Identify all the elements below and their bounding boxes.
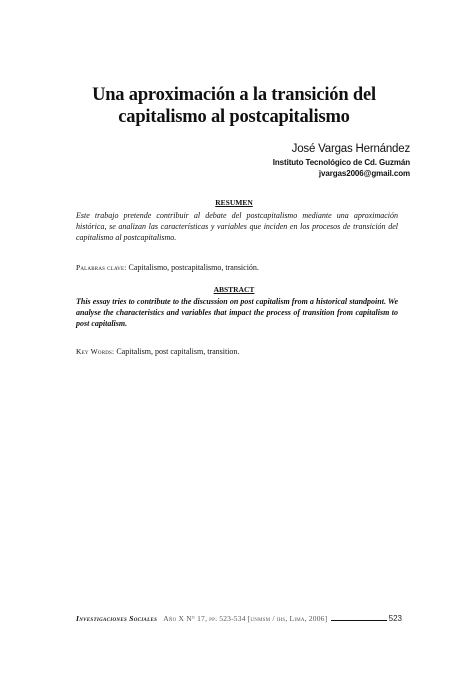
resumen-text: Este trabajo pretende contribuir al debate del postcapitalismo mediante una aproximación histórica, se analizan las características y variables que inciden en los procesos de transición del capitalismo al postcapitalismo.: [76, 211, 398, 242]
author-email: jvargas2006@gmail.com: [318, 169, 410, 178]
title-line-2: capitalismo al postcapitalismo: [118, 107, 350, 127]
author-institution: Instituto Tecnológico de Cd. Guzmán: [272, 158, 410, 167]
resumen-heading: RESUMEN: [215, 198, 253, 207]
key-words-label: Key Words:: [76, 347, 115, 356]
key-words: [76, 346, 398, 357]
key-words-text: Capitalism, post capitalism, transition.: [114, 347, 240, 356]
author-block: [273, 141, 410, 179]
page-number: 523: [388, 614, 402, 623]
citation-info: Año X N° 17, pp. 523-534 [unmsm / ihs, Lima, 2006]: [163, 614, 328, 623]
palabras-clave-label: Palabras clave:: [76, 263, 127, 272]
abstract-heading: ABSTRACT: [213, 285, 255, 294]
paper-title: [60, 84, 408, 128]
palabras-clave-text: Capitalismo, postcapitalismo, transición.: [126, 263, 259, 272]
abstract-text: This essay tries to contribute to the discussion on post capitalism from a historical standpoint. We analyse the characteristics and variables that impact the process of transition from capitalism to post capitalism.: [76, 297, 398, 328]
palabras-clave: [76, 262, 398, 273]
footer-rule: [331, 614, 386, 621]
page-footer: [76, 614, 402, 624]
journal-name: Investigaciones Sociales: [76, 614, 158, 623]
author-name: José Vargas Hernández: [291, 143, 410, 155]
title-line-1: Una aproximación a la transición del: [92, 85, 376, 105]
